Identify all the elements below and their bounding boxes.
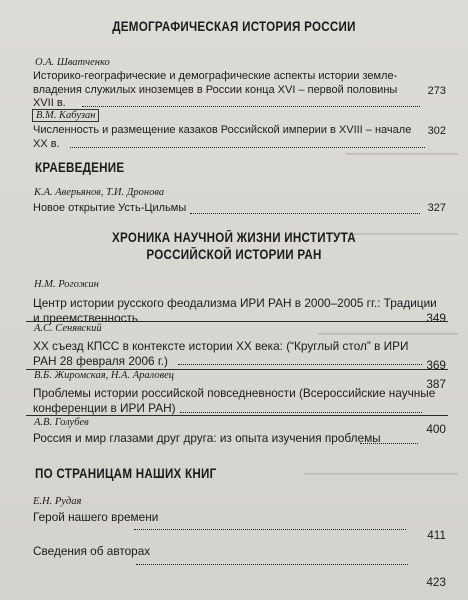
- section-heading-demography: ДЕМОГРАФИЧЕСКАЯ ИСТОРИЯ РОССИИ: [112, 19, 356, 34]
- leader-dots: [360, 442, 418, 444]
- page-number[interactable]: 327: [427, 202, 446, 214]
- entry-author: Е.Н. Рудая: [33, 496, 82, 507]
- leader-dots: [82, 105, 420, 107]
- page-number[interactable]: 411: [427, 528, 446, 542]
- page-number[interactable]: 369: [426, 358, 446, 372]
- entry-title: Историко-географические и демографические аспекты истории земле- владения служилых иноземцев в России конца XVI – первой половины XVII в.: [33, 70, 398, 109]
- bleed-through-texture: ▬▬▬▬▬▬▬▬▬▬▬▬▬▬▬▬▬▬▬▬▬▬: [304, 470, 458, 477]
- divider: [26, 415, 448, 416]
- leader-dots: [134, 528, 406, 530]
- entry-title: Герой нашего времени: [33, 510, 159, 524]
- entry-title: Сведения об авторах: [33, 544, 151, 558]
- leader-dots: [136, 563, 408, 565]
- page-number[interactable]: 302: [427, 125, 446, 137]
- entry-title: Россия и мир глазами друг друга: из опыта изучения проблемы: [33, 431, 381, 445]
- entry-author: Н.М. Рогожин: [34, 279, 99, 290]
- bleed-through-texture: ▬▬▬▬▬▬▬▬▬▬▬▬▬▬▬▬▬▬: [332, 230, 458, 237]
- page-number[interactable]: 400: [426, 422, 446, 436]
- entry-author: О.А. Шватченко: [35, 57, 110, 68]
- entry-title: Численность и размещение казаков Российской империи в XVIII – начале XX в.: [33, 124, 412, 150]
- page-number[interactable]: 423: [426, 575, 446, 589]
- entry-author: А.В. Голубев: [34, 417, 89, 428]
- entry-author: В.Б. Жиромская, Н.А. Араловец: [34, 370, 175, 381]
- page-number[interactable]: 273: [427, 85, 446, 97]
- section-heading-chronicle-line-2: РОССИЙСКОЙ ИСТОРИИ РАН: [146, 247, 322, 262]
- page-number[interactable]: 349: [426, 311, 446, 325]
- section-heading-local-history: КРАЕВЕДЕНИЕ: [35, 160, 125, 175]
- entry-title: XX съезд КПСС в контексте истории XX века: (“Круглый стол” в ИРИ РАН 28 февраля 2006 г.): [33, 339, 409, 368]
- entry-author: В.М. Кабузан: [32, 109, 99, 122]
- section-heading-chronicle-line-1: ХРОНИКА НАУЧНОЙ ЖИЗНИ ИНСТИТУТА: [112, 230, 356, 245]
- entry-title: Проблемы истории российской повседневности (Всероссийские научные конференции в ИРИ РАН): [33, 386, 436, 415]
- page-number[interactable]: 387: [426, 377, 446, 391]
- entry-author: А.С. Сенявский: [34, 323, 102, 334]
- section-heading-our-books: ПО СТРАНИЦАМ НАШИХ КНИГ: [35, 466, 217, 481]
- bleed-through-texture: ▬▬▬▬▬▬▬▬▬▬▬▬▬▬▬▬: [346, 150, 458, 157]
- entry-author: К.А. Аверьянов, Т.И. Дронова: [34, 187, 165, 198]
- leader-dots: [178, 363, 422, 365]
- leader-dots: [190, 212, 420, 214]
- entry-title: Центр истории русского феодализма ИРИ РАН в 2000–2005 гг.: Традиции и преемственность: [33, 296, 437, 325]
- leader-dots: [70, 146, 425, 148]
- entry-title: Новое открытие Усть-Цильмы: [33, 202, 187, 214]
- bleed-through-texture: ▬▬▬▬▬▬▬▬▬▬▬▬▬▬▬▬▬▬▬▬: [318, 330, 458, 337]
- divider: [26, 321, 448, 322]
- leader-dots: [180, 411, 422, 413]
